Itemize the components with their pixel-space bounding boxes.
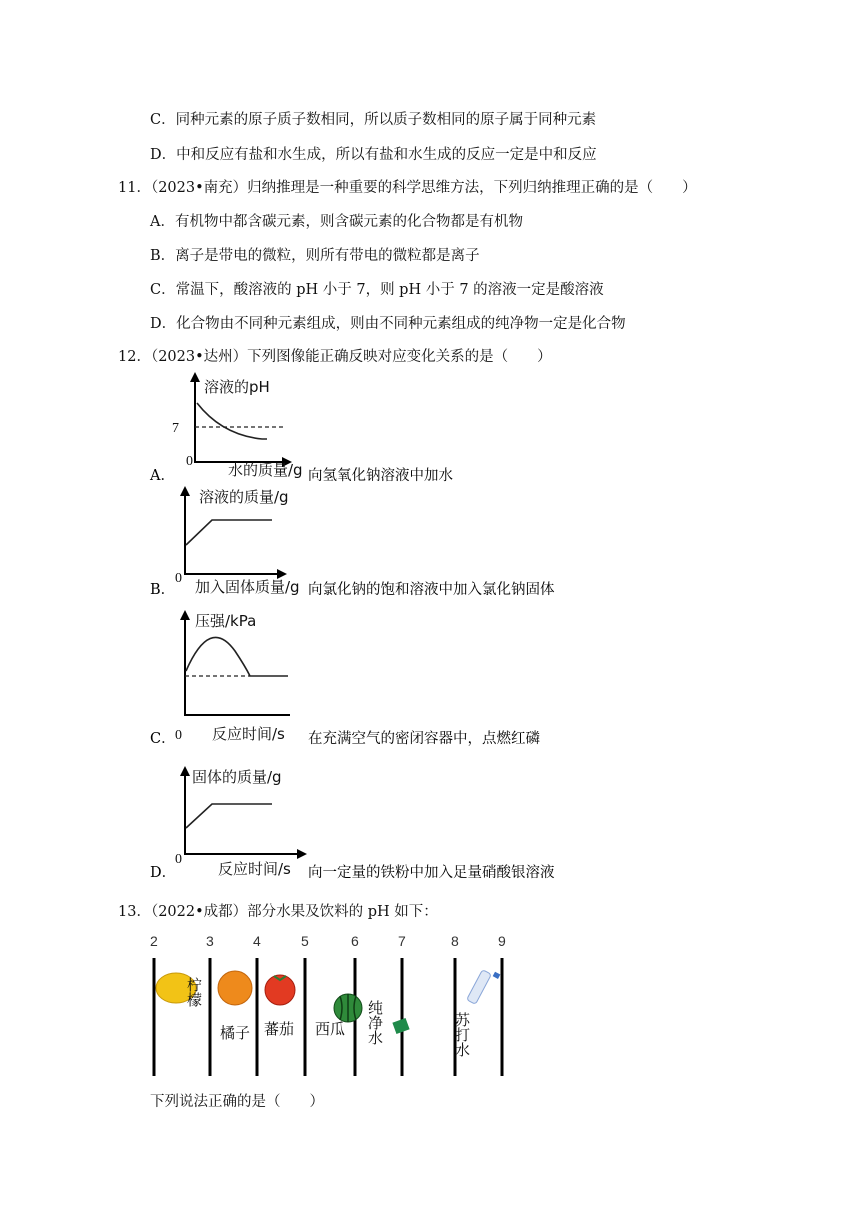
q11-option-c: C．常温下，酸溶液的 pH 小于 7，则 pH 小于 7 的溶液一定是酸溶液 bbox=[150, 282, 604, 298]
soda-water-label: 苏打水 bbox=[453, 1012, 471, 1057]
y-axis-label: 溶液的质量/g bbox=[199, 488, 289, 506]
chart-option-c bbox=[150, 606, 590, 746]
option-c-caption: 在充满空气的密闭容器中，点燃红磷 bbox=[308, 731, 540, 747]
ph-number-5: 5 bbox=[301, 933, 309, 949]
q11-option-b: B．离子是带电的微粒，则所有带电的微粒都是离子 bbox=[150, 248, 480, 264]
q10-option-d: D．中和反应有盐和水生成，所以有盐和水生成的反应一定是中和反应 bbox=[150, 147, 597, 163]
lemon-label: 柠檬 bbox=[185, 977, 203, 1007]
ph-number-6: 6 bbox=[351, 933, 359, 949]
origin-label: 0 bbox=[175, 852, 182, 867]
ph-number-9: 9 bbox=[498, 933, 506, 949]
y-axis-arrow bbox=[180, 766, 190, 776]
x-axis-label: 反应时间/s bbox=[212, 725, 285, 743]
option-b-caption: 向氯化钠的饱和溶液中加入氯化钠固体 bbox=[308, 582, 555, 598]
ph-number-8: 8 bbox=[451, 933, 459, 949]
origin-label: 0 bbox=[175, 728, 182, 743]
tomato-label: 蕃茄 bbox=[264, 1020, 295, 1038]
option-c-letter: C． bbox=[150, 731, 176, 747]
origin-label: 0 bbox=[186, 454, 193, 469]
option-a-letter: A． bbox=[150, 468, 175, 484]
x-axis-label: 加入固体质量/g bbox=[195, 578, 300, 596]
q11-option-a: A．有机物中都含碳元素，则含碳元素的化合物都是有机物 bbox=[150, 214, 523, 230]
question-13: 13．（2022•成都）部分水果及饮料的 pH 如下： bbox=[118, 904, 438, 920]
mass-curve bbox=[186, 520, 272, 545]
chart-option-b bbox=[150, 482, 590, 602]
y-axis-arrow bbox=[180, 486, 190, 496]
pressure-curve bbox=[186, 637, 288, 676]
x-axis-label: 水的质量/g bbox=[228, 461, 303, 479]
option-a-caption: 向氢氧化钠溶液中加水 bbox=[308, 468, 453, 484]
ph-number-4: 4 bbox=[253, 933, 261, 949]
question-12: 12．（2023•达州）下列图像能正确反映对应变化关系的是（ ） bbox=[118, 349, 552, 365]
y-axis-label: 溶液的pH bbox=[204, 378, 270, 396]
water-bottle-icon bbox=[392, 1018, 409, 1034]
y-axis-label: 压强/kPa bbox=[195, 612, 257, 630]
question-13-prompt: 下列说法正确的是（ ） bbox=[150, 1094, 324, 1110]
question-11: 11．（2023•南充）归纳推理是一种重要的科学思维方法，下列归纳推理正确的是（ ） bbox=[118, 180, 697, 196]
y-axis-arrow bbox=[180, 610, 190, 620]
soda-bottle-cap bbox=[493, 972, 501, 979]
pure-water-label: 纯净水 bbox=[366, 1000, 384, 1045]
x-axis-arrow bbox=[297, 849, 307, 859]
q10-option-c: C．同种元素的原子质子数相同，所以质子数相同的原子属于同种元素 bbox=[150, 112, 597, 128]
origin-label: 0 bbox=[175, 571, 182, 586]
ph-numbers bbox=[150, 933, 506, 949]
ph-number-2: 2 bbox=[150, 933, 158, 949]
solid-mass-curve bbox=[186, 804, 272, 828]
orange-icon bbox=[218, 971, 252, 1005]
ph-number-7: 7 bbox=[398, 933, 406, 949]
q11-option-d: D．化合物由不同种元素组成，则由不同种元素组成的纯净物一定是化合物 bbox=[150, 316, 626, 332]
ph-scale-figure bbox=[140, 928, 540, 1088]
option-d-letter: D． bbox=[150, 865, 177, 881]
y-axis-arrow bbox=[190, 372, 200, 382]
soda-bottle-icon bbox=[467, 970, 492, 1005]
chart-option-d bbox=[150, 762, 590, 882]
chart-option-a bbox=[150, 370, 550, 490]
option-d-caption: 向一定量的铁粉中加入足量硝酸银溶液 bbox=[308, 865, 555, 881]
ph-curve bbox=[197, 403, 267, 439]
watermelon-label: 西瓜 bbox=[315, 1020, 346, 1038]
y-tick-7: 7 bbox=[172, 421, 179, 436]
ph-number-3: 3 bbox=[206, 933, 214, 949]
orange-label: 橘子 bbox=[220, 1024, 251, 1042]
option-b-letter: B． bbox=[150, 582, 176, 598]
ph-bars bbox=[154, 958, 502, 1076]
y-axis-label: 固体的质量/g bbox=[192, 768, 282, 786]
x-axis-label: 反应时间/s bbox=[218, 860, 291, 878]
